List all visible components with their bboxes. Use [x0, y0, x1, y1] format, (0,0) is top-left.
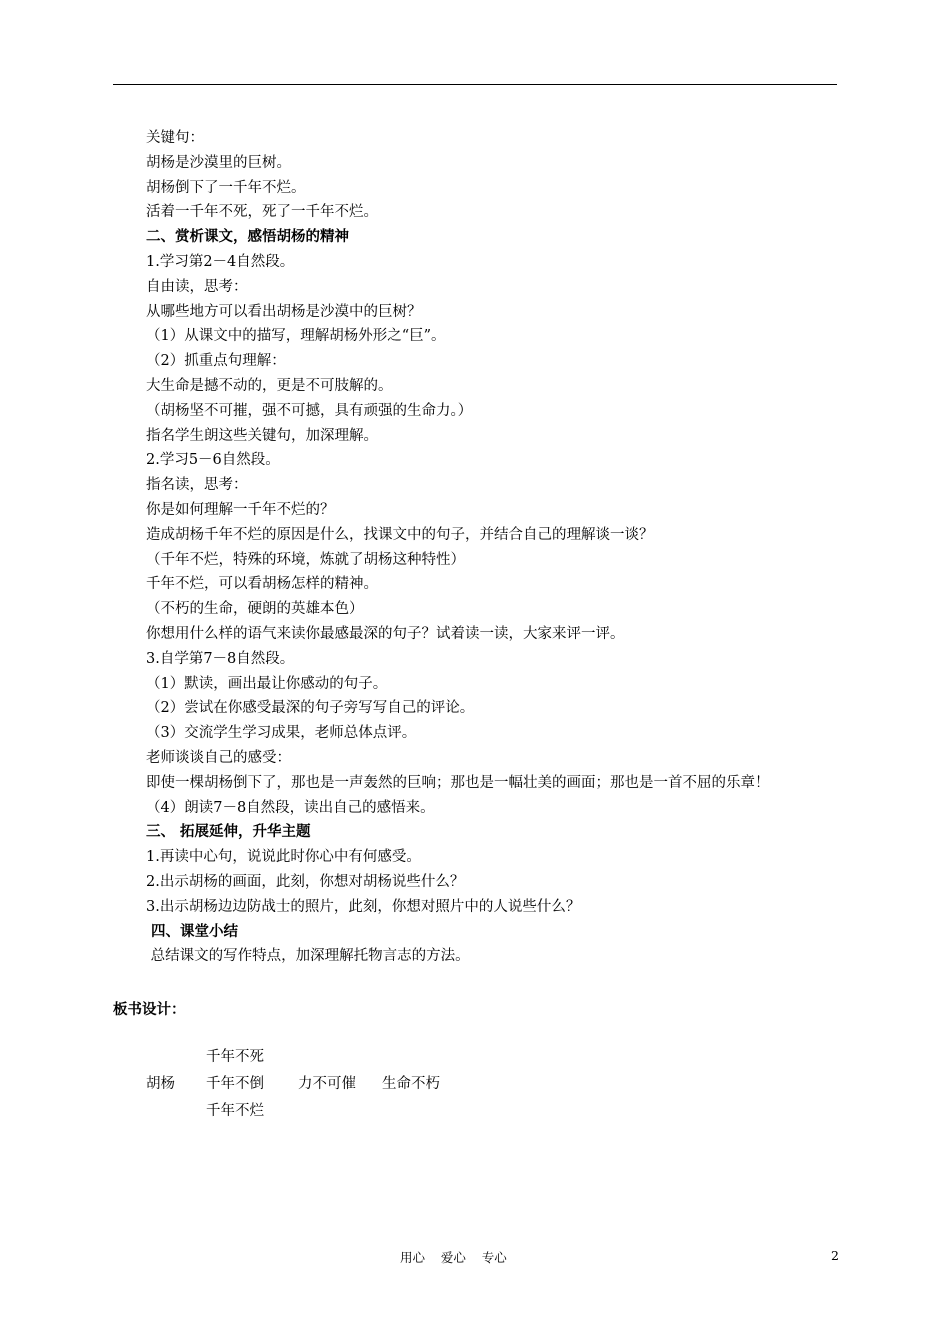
section-heading: 四、课堂小结: [146, 922, 239, 940]
text-line: 老师谈谈自己的感受：: [146, 749, 291, 766]
board-item-3: 千年不烂: [206, 1103, 264, 1119]
text-line: 造成胡杨千年不烂的原因是什么，找课文中的句子，并结合自己的理解谈一谈？: [146, 526, 654, 543]
text-line: 关键句：: [146, 130, 204, 146]
text-line: 活着一千年不死，死了一千年不烂。: [146, 204, 378, 221]
text-line: 总结课文的写作特点，加深理解托物言志的方法。: [146, 948, 470, 965]
text-line: （1）从课文中的描写，理解胡杨外形之“巨”。: [146, 328, 446, 345]
body-text: [146, 126, 866, 969]
text-line: 胡杨倒下了一千年不烂。: [146, 179, 306, 196]
text-line: 你想用什么样的语气来读你最感最深的句子？试着读一读，大家来评一评。: [146, 625, 625, 642]
board-item-2: 千年不倒: [206, 1076, 264, 1092]
section-heading: 二、赏析课文，感悟胡杨的精神: [146, 228, 349, 246]
page-number: 2: [831, 1248, 839, 1263]
text-line: 1.再读中心句，说说此时你心中有何感受。: [146, 849, 421, 866]
text-line: （1）默读，画出最让你感动的句子。: [146, 675, 388, 692]
text-line: 胡杨是沙漠里的巨树。: [146, 154, 291, 171]
text-line: 自由读，思考：: [146, 278, 248, 295]
section-heading: 三、 拓展延伸，升华主题: [146, 823, 311, 841]
text-line: （3）交流学生学习成果，老师总体点评。: [146, 725, 417, 742]
text-line: （4）朗读7－8自然段，读出自己的感悟来。: [146, 799, 435, 816]
text-line: 1.学习第2－4自然段。: [146, 253, 295, 270]
text-line: （千年不烂，特殊的环境，炼就了胡杨这种特性）: [146, 551, 465, 568]
text-line: 2.出示胡杨的画面，此刻，你想对胡杨说些什么？: [146, 873, 465, 890]
text-line: 3.自学第7－8自然段。: [146, 650, 295, 667]
board-design-title: 板书设计：: [113, 1001, 186, 1018]
header-rule: [113, 84, 837, 85]
text-line: 指名学生朗这些关键句，加深理解。: [146, 427, 378, 444]
text-line: 2.学习5－6自然段。: [146, 452, 280, 469]
text-line: （胡杨坚不可摧，强不可撼，具有顽强的生命力。）: [146, 402, 473, 419]
board-strength: 力不可催: [298, 1076, 356, 1092]
text-line: 从哪些地方可以看出胡杨是沙漠中的巨树？: [146, 303, 422, 320]
text-line: （2）抓重点句理解：: [146, 353, 286, 370]
board-item-1: 千年不死: [206, 1049, 264, 1065]
text-line: 即使一棵胡杨倒下了，那也是一声轰然的巨响；那也是一幅壮美的画面；那也是一首不屈的乐章！: [146, 774, 770, 791]
text-line: 3.出示胡杨边边防战士的照片，此刻，你想对照片中的人说些什么？: [146, 898, 581, 915]
text-line: 指名读，思考：: [146, 477, 248, 494]
text-line: 你是如何理解一千年不烂的？: [146, 501, 335, 518]
text-line: （不朽的生命，硬朗的英雄本色）: [146, 601, 364, 618]
board-life: 生命不朽: [382, 1076, 440, 1092]
text-line: 千年不烂，可以看胡杨怎样的精神。: [146, 576, 378, 593]
board-subject: 胡杨: [146, 1076, 175, 1092]
footer-motto: 用心 爱心 专心: [400, 1250, 507, 1265]
text-line: 大生命是撼不动的，更是不可肢解的。: [146, 377, 393, 394]
text-line: （2）尝试在你感受最深的句子旁写写自己的评论。: [146, 700, 475, 717]
